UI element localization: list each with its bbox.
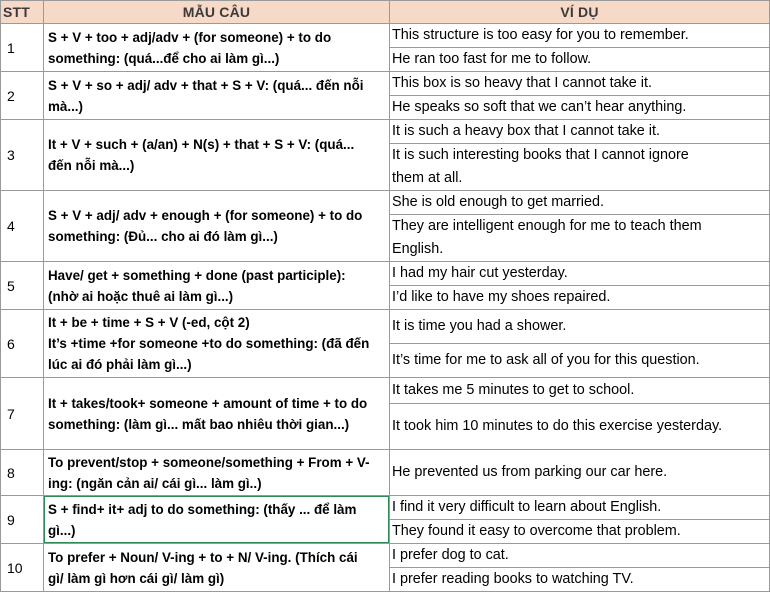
- example-line: I prefer reading books to watching TV.: [392, 571, 634, 587]
- row-number: 6: [1, 310, 44, 378]
- pattern-line: ing: (ngăn cản ai/ cái gì... làm gì..): [48, 475, 262, 491]
- example-cell: [390, 450, 770, 496]
- pattern-line: mà...): [48, 98, 83, 114]
- pattern-line: something: (Đủ... cho ai đó làm gì...): [48, 229, 278, 244]
- example-line: He ran too fast for me to follow.: [392, 51, 592, 67]
- pattern-cell: [44, 120, 390, 191]
- pattern-line: gì...): [48, 522, 76, 538]
- example-line: I’d like to have my shoes repaired.: [392, 289, 611, 305]
- pattern-line: something: (quá...để cho ai làm gì...): [48, 50, 280, 66]
- header-example: VÍ DỤ: [390, 1, 770, 24]
- example-cell: [390, 378, 770, 404]
- example-cell: [390, 191, 770, 215]
- pattern-line: To prefer + Noun/ V-ing + to + N/ V-ing. (Thích cái: [48, 549, 358, 565]
- pattern-line: It + V + such + (a/an) + N(s) + that + S + V: (quá...: [48, 137, 355, 152]
- example-cell: [390, 404, 770, 450]
- example-cell: [390, 286, 770, 310]
- row-number: 7: [1, 378, 44, 450]
- pattern-line: S + V + too + adj/adv + (for someone) + to do: [48, 29, 332, 45]
- table-row: [1, 378, 770, 404]
- example-line: She is old enough to get married.: [392, 194, 604, 210]
- pattern-cell: [44, 450, 390, 496]
- pattern-line: lúc ai đó phải làm gì...): [48, 357, 192, 372]
- example-cell: [390, 96, 770, 120]
- pattern-line: S + find+ it+ adj to do something: (thấy ... để làm: [48, 501, 357, 517]
- pattern-line: something: (làm gì... mất bao nhiêu thời gian...): [48, 416, 350, 432]
- example-line: It’s time for me to ask all of you for this question.: [392, 352, 700, 368]
- example-line: English.: [392, 241, 444, 257]
- table-row: [1, 24, 770, 48]
- table-row: [1, 191, 770, 215]
- example-line: This box is so heavy that I cannot take it.: [392, 75, 652, 91]
- row-number: 4: [1, 191, 44, 262]
- example-cell: [390, 215, 770, 262]
- header-row: [1, 1, 770, 24]
- example-cell: [390, 544, 770, 568]
- pattern-line: It + be + time + S + V (-ed, cột 2): [48, 315, 250, 330]
- example-line: them at all.: [392, 170, 463, 186]
- pattern-cell: [44, 544, 390, 592]
- pattern-line: (nhờ ai hoặc thuê ai làm gì...): [48, 288, 234, 304]
- pattern-cell: [44, 24, 390, 72]
- pattern-cell: [44, 310, 390, 378]
- example-line: It takes me 5 minutes to get to school.: [392, 382, 635, 398]
- example-cell: [390, 496, 770, 520]
- example-line: He speaks so soft that we can’t hear anything.: [392, 99, 687, 115]
- table-row: [1, 120, 770, 144]
- pattern-cell-selected[interactable]: [44, 496, 390, 544]
- pattern-line: It’s +time +for someone +to do something: (đã đến: [48, 336, 370, 351]
- pattern-line: đến nỗi mà...): [48, 158, 135, 173]
- example-line: He prevented us from parking our car here.: [392, 464, 668, 480]
- row-number: 3: [1, 120, 44, 191]
- example-line: It is time you had a shower.: [392, 318, 567, 334]
- header-stt: STT: [1, 1, 44, 24]
- row-number: 8: [1, 450, 44, 496]
- pattern-cell: [44, 262, 390, 310]
- pattern-cell: [44, 191, 390, 262]
- example-line: I find it very difficult to learn about English.: [392, 499, 662, 515]
- row-number: 1: [1, 24, 44, 72]
- pattern-cell: [44, 378, 390, 450]
- pattern-line: It + takes/took+ someone + amount of time + to do: [48, 395, 368, 411]
- example-cell: [390, 72, 770, 96]
- row-number: 9: [1, 496, 44, 544]
- table-row: [1, 544, 770, 568]
- row-number: 5: [1, 262, 44, 310]
- row-number: 2: [1, 72, 44, 120]
- table-row: [1, 450, 770, 496]
- table-row: [1, 262, 770, 286]
- example-cell: [390, 520, 770, 544]
- example-cell: [390, 344, 770, 378]
- example-line: I prefer dog to cat.: [392, 547, 509, 563]
- example-line: They are intelligent enough for me to teach them: [392, 218, 702, 234]
- pattern-line: Have/ get + something + done (past participle):: [48, 267, 346, 283]
- example-cell: [390, 24, 770, 48]
- row-number: 10: [1, 544, 44, 592]
- header-pattern: MẪU CÂU: [44, 1, 390, 24]
- example-cell: [390, 120, 770, 144]
- example-line: It is such a heavy box that I cannot take it.: [392, 123, 660, 139]
- table-row: [1, 72, 770, 96]
- example-line: This structure is too easy for you to remember.: [392, 27, 689, 43]
- pattern-cell: [44, 72, 390, 120]
- example-cell: [390, 48, 770, 72]
- pattern-line: S + V + so + adj/ adv + that + S + V: (quá... đến nỗi: [48, 77, 364, 93]
- pattern-line: To prevent/stop + someone/something + From + V-: [48, 454, 370, 470]
- example-line: I had my hair cut yesterday.: [392, 265, 568, 281]
- pattern-line: S + V + adj/ adv + enough + (for someone) + to do: [48, 208, 363, 223]
- example-cell: [390, 144, 770, 191]
- example-line: They found it easy to overcome that problem.: [392, 523, 681, 539]
- pattern-line: gì/ làm gì hơn cái gì/ làm gì): [48, 570, 225, 586]
- example-line: It is such interesting books that I cannot ignore: [392, 147, 689, 163]
- example-cell: [390, 310, 770, 344]
- example-cell: [390, 262, 770, 286]
- example-cell: [390, 568, 770, 592]
- example-line: It took him 10 minutes to do this exercise yesterday.: [392, 418, 723, 434]
- table-row: [1, 310, 770, 344]
- table-row: [1, 496, 770, 520]
